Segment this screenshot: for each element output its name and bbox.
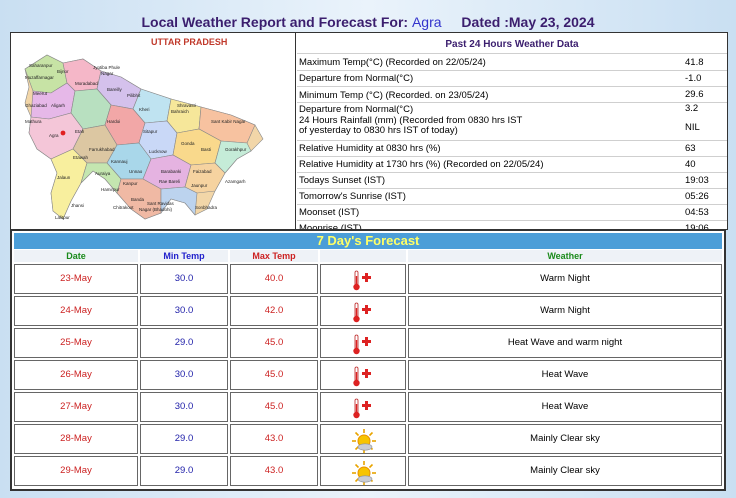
svg-text:Gonda: Gonda — [181, 141, 195, 146]
past-value: -1.0 — [685, 73, 702, 84]
forecast-row — [14, 296, 722, 326]
forecast-max-temp: 43.0 — [230, 456, 318, 486]
forecast-heading: 7 Day's Forecast — [14, 233, 722, 249]
forecast-row — [14, 424, 722, 454]
svg-text:Hamirpur: Hamirpur — [101, 187, 120, 192]
forecast-weather: Heat Wave — [408, 360, 722, 390]
past-value: 04:53 — [685, 207, 709, 218]
forecast-weather: Heat Wave and warm night — [408, 328, 722, 358]
forecast-min-temp: 29.0 — [140, 456, 228, 486]
past-label: Relative Humidity at 1730 hrs (%) (Recorded on 22/05/24) — [299, 159, 544, 170]
forecast-min-temp: 30.0 — [140, 296, 228, 326]
forecast-min-temp: 30.0 — [140, 264, 228, 294]
past-label: Moonset (IST) — [299, 207, 360, 218]
past-row-rainfall — [297, 115, 727, 140]
forecast-max-temp: 45.0 — [230, 328, 318, 358]
svg-text:Kannauj: Kannauj — [111, 159, 128, 164]
forecast-date: 23-May — [14, 264, 138, 294]
past-value: 63 — [685, 143, 696, 154]
svg-text:Sant Ravidas: Sant Ravidas — [147, 201, 174, 206]
past-row-rh-0830 — [297, 140, 727, 156]
svg-text:Hardoi: Hardoi — [107, 119, 121, 124]
page-title — [0, 14, 736, 30]
svg-text:Auraiya: Auraiya — [95, 171, 111, 176]
forecast-date: 25-May — [14, 328, 138, 358]
svg-text:Sant Kabir Nagar: Sant Kabir Nagar — [211, 119, 246, 124]
svg-text:Jaunpur: Jaunpur — [191, 183, 208, 188]
forecast-weather: Mainly Clear sky — [408, 456, 722, 486]
forecast-date: 29-May — [14, 456, 138, 486]
svg-text:Banda: Banda — [131, 197, 145, 202]
forecast-min-temp: 30.0 — [140, 360, 228, 390]
forecast-table — [10, 229, 726, 491]
forecast-date: 24-May — [14, 296, 138, 326]
forecast-weather: Warm Night — [408, 264, 722, 294]
forecast-min-temp: 29.0 — [140, 424, 228, 454]
forecast-min-temp: 29.0 — [140, 328, 228, 358]
svg-text:Sonbhadra: Sonbhadra — [195, 205, 218, 210]
forecast-max-temp: 45.0 — [230, 392, 318, 422]
forecast-row — [14, 328, 722, 358]
forecast-max-temp: 42.0 — [230, 296, 318, 326]
svg-text:Gorakhpur: Gorakhpur — [225, 147, 247, 152]
col-min-temp: Min Temp — [140, 250, 228, 262]
forecast-date: 27-May — [14, 392, 138, 422]
past-label: Minimum Temp (°C) (Recorded. on 23/05/24) — [299, 90, 489, 101]
past-value: 05:26 — [685, 191, 709, 202]
forecast-max-temp: 40.0 — [230, 264, 318, 294]
svg-text:Muzaffarnagar: Muzaffarnagar — [25, 75, 54, 80]
past-label: Maximum Temp(°C) (Recorded on 22/05/24) — [299, 57, 486, 68]
forecast-icon-cell — [320, 328, 406, 358]
svg-text:Jyotiba Phule: Jyotiba Phule — [93, 65, 121, 70]
past-label-2: of yesterday to 0830 hrs IST of today) — [299, 125, 458, 136]
forecast-icon-cell — [320, 264, 406, 294]
forecast-row — [14, 392, 722, 422]
forecast-icon-cell — [320, 296, 406, 326]
svg-text:Rae Bareli: Rae Bareli — [159, 179, 181, 184]
past-row-rh-1730 — [297, 156, 727, 172]
svg-text:Mathura: Mathura — [25, 119, 42, 124]
svg-text:Aligarh: Aligarh — [51, 103, 66, 108]
svg-text:Etah: Etah — [75, 129, 85, 134]
past-label: Departure from Normal(°C) — [299, 73, 414, 84]
svg-text:Etawah: Etawah — [73, 155, 89, 160]
past-value: 3.2 — [685, 103, 699, 114]
past-label: Tomorrow's Sunrise (IST) — [299, 191, 406, 202]
forecast-date: 26-May — [14, 360, 138, 390]
svg-text:Moradabad: Moradabad — [75, 81, 98, 86]
top-panel — [10, 32, 728, 230]
past-value: 19:03 — [685, 175, 709, 186]
sun-cloud-icon — [351, 460, 377, 498]
col-icon — [320, 250, 406, 262]
svg-text:Lucknow: Lucknow — [149, 149, 167, 154]
report-date: Dated :May 23, 2024 — [461, 14, 595, 30]
forecast-row — [14, 264, 722, 294]
past-label: 24 Hours Rainfall (mm) (Recorded from 0830 hrs IST — [299, 115, 523, 126]
forecast-icon-cell — [320, 392, 406, 422]
col-max-temp: Max Temp — [230, 250, 318, 262]
past-row-max-temp — [297, 53, 727, 70]
forecast-icon-cell — [320, 360, 406, 390]
past-value: 29.6 — [685, 89, 704, 100]
forecast-weather: Heat Wave — [408, 392, 722, 422]
past-label: Relative Humidity at 0830 hrs (%) — [299, 143, 441, 154]
svg-text:Sitapur: Sitapur — [143, 129, 158, 134]
svg-text:Faizabad: Faizabad — [193, 169, 212, 174]
svg-text:Chitrakoot: Chitrakoot — [113, 205, 134, 210]
col-weather: Weather — [408, 250, 722, 262]
past-value: 41.8 — [685, 57, 704, 68]
past-row-sunrise — [297, 188, 727, 204]
forecast-max-temp: 45.0 — [230, 360, 318, 390]
past-row-min-departure — [297, 102, 727, 115]
svg-text:Azamgarh: Azamgarh — [225, 179, 246, 184]
past-row-max-departure — [297, 70, 727, 86]
past-24-hours-table — [297, 33, 727, 229]
past-label: Departure from Normal(°C) — [299, 104, 414, 115]
svg-text:Kheri: Kheri — [139, 107, 150, 112]
city-name: Agra — [411, 14, 442, 30]
forecast-icon-cell — [320, 424, 406, 454]
past-row-sunset — [297, 172, 727, 188]
forecast-weather: Warm Night — [408, 296, 722, 326]
past-24-heading: Past 24 Hours Weather Data — [445, 39, 579, 50]
svg-text:Nagar: Nagar — [101, 71, 114, 76]
svg-text:Shravasti: Shravasti — [177, 103, 196, 108]
forecast-max-temp: 43.0 — [230, 424, 318, 454]
forecast-date: 28-May — [14, 424, 138, 454]
forecast-icon-cell — [320, 456, 406, 486]
svg-text:Barabanki: Barabanki — [161, 169, 182, 174]
forecast-row — [14, 360, 722, 390]
svg-text:Kanpur: Kanpur — [123, 181, 138, 186]
map-title: UTTAR PRADESH — [151, 37, 228, 47]
svg-text:Pilibhit: Pilibhit — [127, 93, 141, 98]
forecast-min-temp: 30.0 — [140, 392, 228, 422]
svg-text:Unnao: Unnao — [129, 169, 143, 174]
svg-text:Bijnor: Bijnor — [57, 69, 69, 74]
svg-text:Ghaziabad: Ghaziabad — [25, 103, 47, 108]
svg-text:Basti: Basti — [201, 147, 212, 152]
past-label: Todays Sunset (IST) — [299, 175, 386, 186]
svg-text:Farrukhabad: Farrukhabad — [89, 147, 115, 152]
svg-text:Bareilly: Bareilly — [107, 87, 122, 92]
svg-text:Saharanpur: Saharanpur — [29, 63, 53, 68]
past-row-min-temp — [297, 86, 727, 102]
past-row-moonset — [297, 204, 727, 220]
state-map-graphic — [11, 33, 295, 229]
forecast-weather: Mainly Clear sky — [408, 424, 722, 454]
svg-text:Lalitpur: Lalitpur — [55, 215, 70, 220]
title-prefix: Local Weather Report and Forecast For: — [141, 14, 409, 30]
svg-text:Jhansi: Jhansi — [71, 203, 85, 208]
past-value: NIL — [685, 122, 700, 133]
svg-text:Nagar (Bhadohi): Nagar (Bhadohi) — [139, 207, 173, 212]
svg-text:Agra: Agra — [49, 133, 59, 138]
svg-text:Jalaun: Jalaun — [57, 175, 71, 180]
svg-text:Bahraich: Bahraich — [171, 109, 189, 114]
forecast-row — [14, 456, 722, 486]
col-date: Date — [14, 250, 138, 262]
svg-text:Meerut: Meerut — [33, 91, 48, 96]
past-value: 40 — [685, 159, 696, 170]
uttar-pradesh-map — [11, 33, 296, 229]
